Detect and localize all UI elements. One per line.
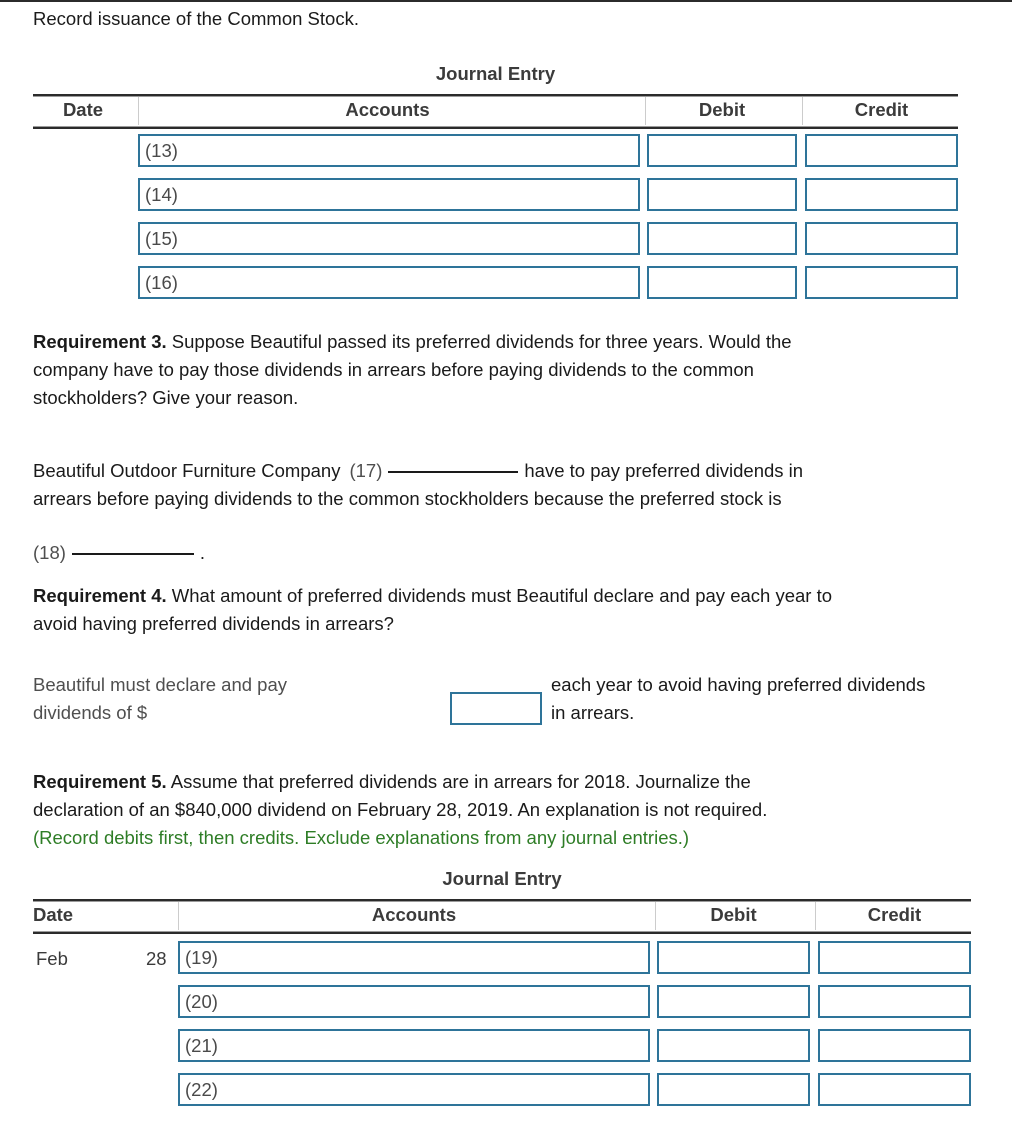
requirement-5-hint: (Record debits first, then credits. Exclude explanations from any journal entries.) [33,827,690,848]
requirement-5-label: Requirement 5. [33,771,167,792]
table1-row1-credit-input[interactable] [805,134,958,167]
requirement-3-line-3: stockholders? Give your reason. [33,387,299,408]
table1-header-date: Date [62,99,104,120]
table1-row4-credit-input[interactable] [805,266,958,299]
table1-row3-accounts-placeholder: (15) [145,227,178,249]
table2-row4-accounts-placeholder: (22) [185,1078,218,1100]
table2-header-accounts: Accounts [371,904,457,925]
requirement-3-answer-line-1 [33,457,803,485]
requirement-3-answer-line-2: arrears before paying dividends to the common stockholders because the preferred stock is [33,488,782,509]
table1-row1-accounts-input[interactable] [138,134,640,167]
requirement-4-answer-right-line-2: in arrears. [551,702,635,723]
table1-row4-accounts-input[interactable] [138,266,640,299]
table2-row4-credit-input[interactable] [818,1073,971,1106]
requirement-4-answer-left-line-2: dividends of $ [33,702,148,723]
table2-row1-credit-input[interactable] [818,941,971,974]
table2-bottom-rule [33,931,971,934]
requirement-5-line-2: declaration of an $840,000 dividend on February 28, 2019. An explanation is not required. [33,799,768,820]
requirement-3-line-2: company have to pay those dividends in arrears before paying dividends to the common [33,359,754,380]
table1-header-accounts: Accounts [345,99,430,120]
table2-row3-accounts-input[interactable] [178,1029,650,1062]
table2-colsep-3 [815,902,816,930]
table1-row2-accounts-placeholder: (14) [145,183,178,205]
table1-header-credit: Credit [854,99,909,120]
table1-row2-credit-input[interactable] [805,178,958,211]
blank-18-label: (18) [33,542,66,563]
table2-row1-accounts-input[interactable] [178,941,650,974]
table2-row2-accounts-placeholder: (20) [185,990,218,1012]
blank-17-label: (17) [349,460,383,481]
requirement-5-line-1 [33,768,751,796]
requirement-4-line-1 [33,582,832,610]
table1-row2-debit-input[interactable] [647,178,797,211]
table1-row3-debit-input[interactable] [647,222,797,255]
blank-17-underline[interactable] [388,471,518,473]
table2-colsep-2 [655,902,656,930]
table1-colsep-3 [802,97,803,125]
table1-bottom-rule [33,126,958,129]
requirement-4-text-1: What amount of preferred dividends must Beautiful declare and pay each year to [166,585,833,606]
requirement-4-line-2: avoid having preferred dividends in arrears? [33,613,394,634]
requirement-3-label: Requirement 3. [33,331,167,352]
requirement-3-answer-prefix: Beautiful Outdoor Furniture Company [33,460,341,481]
journal-entry-title-2: Journal Entry [442,868,562,889]
requirement-3-answer-line-3 [33,539,205,567]
requirement-4-answer-right-line-1: each year to avoid having preferred dividends [551,674,926,695]
table1-row1-accounts-placeholder: (13) [145,139,178,161]
requirement-3-text-1: Suppose Beautiful passed its preferred dividends for three years. Would the [166,331,792,352]
table1-row4-debit-input[interactable] [647,266,797,299]
table2-row3-debit-input[interactable] [657,1029,810,1062]
requirement-4-dividend-amount-input[interactable] [450,692,542,725]
table2-header-credit: Credit [867,904,922,925]
table2-row1-month[interactable]: Feb [36,948,68,969]
table2-header-date: Date [33,904,74,925]
table2-row4-debit-input[interactable] [657,1073,810,1106]
table2-row4-accounts-input[interactable] [178,1073,650,1106]
table1-header-debit: Debit [698,99,746,120]
table2-row1-accounts-placeholder: (19) [185,946,218,968]
table2-row1-day[interactable]: 28 [146,948,167,969]
table2-row2-credit-input[interactable] [818,985,971,1018]
table1-colsep-1 [138,97,139,125]
requirement-5-text-1: Assume that preferred dividends are in arrears for 2018. Journalize the [166,771,751,792]
table1-row4-accounts-placeholder: (16) [145,271,178,293]
table2-colsep-1 [178,902,179,930]
table2-row2-accounts-input[interactable] [178,985,650,1018]
requirement-3-line-1 [33,328,792,356]
table1-top-rule [33,94,958,97]
table2-row2-debit-input[interactable] [657,985,810,1018]
table2-row3-credit-input[interactable] [818,1029,971,1062]
requirement-4-answer-left-line-1: Beautiful must declare and pay [33,674,288,695]
intro-instruction: Record issuance of the Common Stock. [33,8,359,29]
table1-row3-credit-input[interactable] [805,222,958,255]
table2-row1-debit-input[interactable] [657,941,810,974]
requirement-3-answer-period: . [199,542,206,563]
requirement-3-answer-suffix: have to pay preferred dividends in [524,460,804,481]
journal-entry-title-1: Journal Entry [435,63,556,84]
table2-top-rule [33,899,971,902]
table1-colsep-2 [645,97,646,125]
table1-row3-accounts-input[interactable] [138,222,640,255]
blank-18-underline[interactable] [72,553,194,555]
table1-row2-accounts-input[interactable] [138,178,640,211]
table2-header-debit: Debit [710,904,757,925]
table1-row1-debit-input[interactable] [647,134,797,167]
requirement-4-label: Requirement 4. [33,585,167,606]
table2-row3-accounts-placeholder: (21) [185,1034,218,1056]
